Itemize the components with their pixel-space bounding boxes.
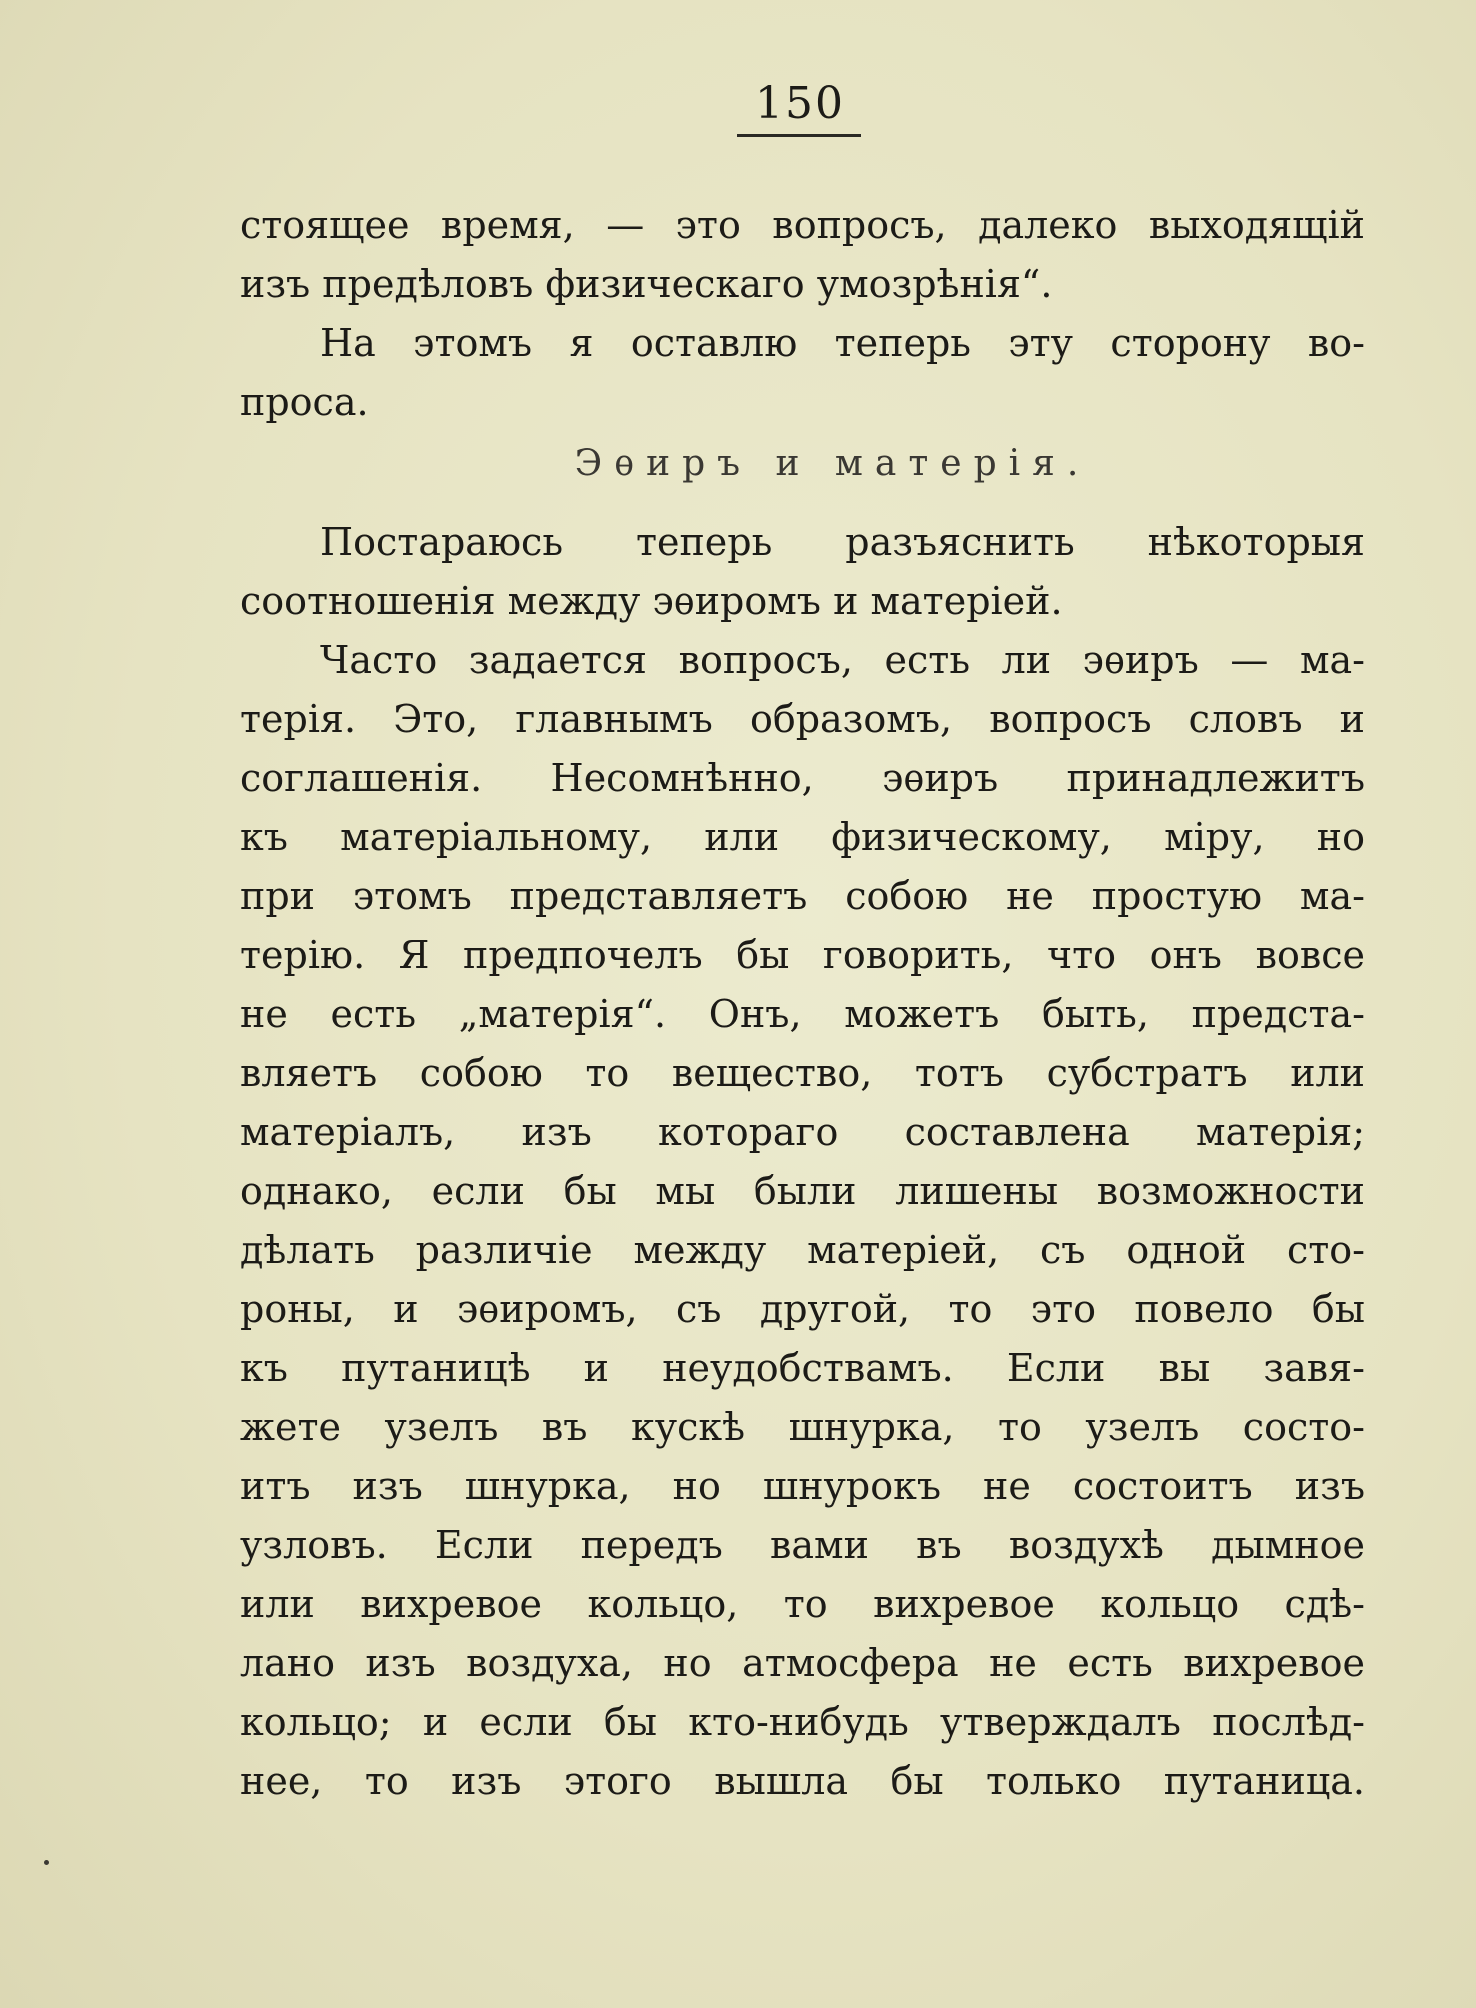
text-line: проса.	[240, 380, 369, 424]
body-text	[240, 196, 1365, 1811]
text-line: или вихревое кольцо, то вихревое кольцо сдѣ-	[240, 1582, 1365, 1626]
section-heading: Эѳиръ и матерія.	[574, 443, 1091, 484]
page-number-underline	[737, 134, 861, 137]
text-line: жете узелъ въ кускѣ шнурка, то узелъ состо-	[240, 1405, 1365, 1449]
text-line: роны, и эѳиромъ, съ другой, то это повело бы	[240, 1287, 1365, 1331]
text-line: кольцо; и если бы кто-нибудь утверждалъ послѣд-	[240, 1700, 1365, 1744]
text-line: нее, то изъ этого вышла бы только путаница.	[240, 1759, 1365, 1803]
text-line: узловъ. Если передъ вами въ воздухѣ дымное	[240, 1523, 1365, 1567]
text-line: вляетъ собою то вещество, тотъ субстратъ или	[240, 1051, 1365, 1095]
text-line: соглашенія. Несомнѣнно, эѳиръ принадлежитъ	[240, 756, 1365, 800]
text-line: матеріалъ, изъ котораго составлена матерія;	[240, 1110, 1365, 1154]
text-line: къ матеріальному, или физическому, міру, но	[240, 815, 1365, 859]
text-line: однако, если бы мы были лишены возможности	[240, 1169, 1365, 1213]
text-line: терія. Это, главнымъ образомъ, вопросъ словъ и	[240, 697, 1365, 741]
text-line: На этомъ я оставлю теперь эту сторону во-	[320, 321, 1365, 365]
text-line: изъ предѣловъ физическаго умозрѣнія“.	[240, 262, 1053, 306]
paper-speck	[44, 1860, 49, 1865]
page-number: 150	[755, 78, 845, 129]
text-line: терію. Я предпочелъ бы говорить, что онъ вовсе	[240, 933, 1365, 977]
text-line: лано изъ воздуха, но атмосфера не есть вихревое	[240, 1641, 1365, 1685]
text-line: Часто задается вопросъ, есть ли эѳиръ — ма-	[320, 638, 1365, 682]
text-line: соотношенія между эѳиромъ и матеріей.	[240, 579, 1063, 623]
text-line: итъ изъ шнурка, но шнурокъ не состоитъ изъ	[240, 1464, 1365, 1508]
text-line: Постараюсь теперь разъяснить нѣкоторыя	[320, 520, 1365, 564]
text-line: стоящее время, — это вопросъ, далеко выходящій	[240, 203, 1365, 247]
text-line: не есть „матерія“. Онъ, можетъ быть, предста-	[240, 992, 1365, 1036]
text-line: при этомъ представляетъ собою не простую ма-	[240, 874, 1365, 918]
text-line: дѣлать различіе между матеріей, съ одной сто-	[240, 1228, 1365, 1272]
text-line: къ путаницѣ и неудобствамъ. Если вы завя-	[240, 1346, 1365, 1390]
